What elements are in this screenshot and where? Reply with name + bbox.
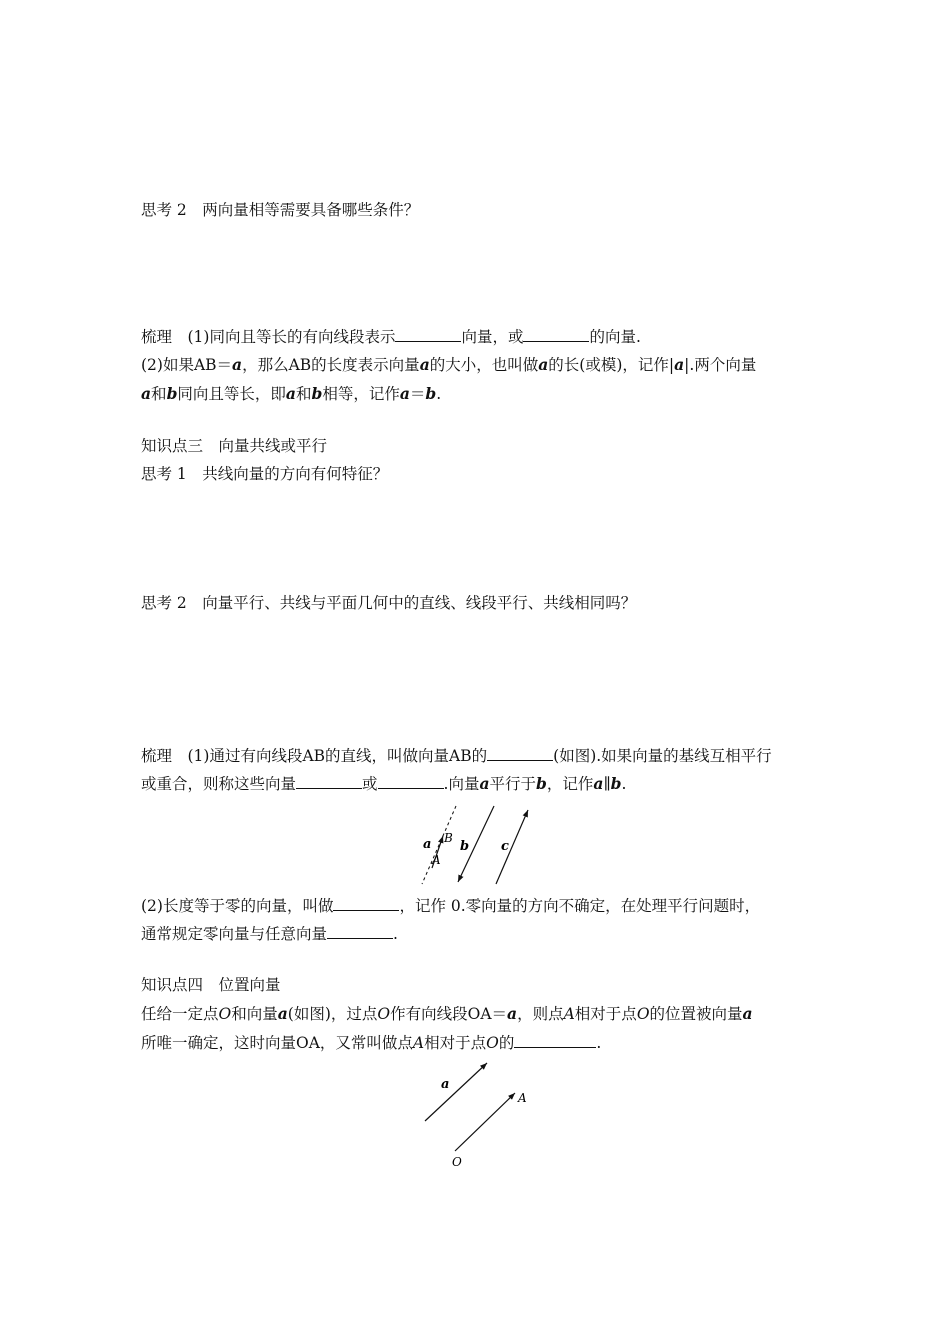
vector-symbol: a	[399, 384, 410, 403]
fill-blank[interactable]	[523, 325, 589, 342]
text: (如图)，过点	[287, 1005, 378, 1023]
summary2-line2	[141, 772, 626, 795]
think2-parallel-question: 思考 2 向量平行、共线与平面几何中的直线、线段平行、共线相同吗？	[141, 594, 637, 612]
vector-symbol: a	[285, 384, 296, 403]
text: 和向量	[231, 1005, 278, 1023]
text: ，记作 0.零向量的方向不确定，在处理平行问题时，	[399, 897, 761, 915]
fill-blank[interactable]	[327, 922, 393, 939]
vector-symbol: a	[141, 384, 152, 403]
vector-a-arrow	[425, 1063, 487, 1121]
label-A: A	[518, 1091, 527, 1105]
text: 梳理 (1)同向且等长的有向线段表示	[141, 328, 396, 346]
text: ，则点	[517, 1005, 564, 1023]
label-a: a	[423, 837, 432, 852]
text: ，记作	[546, 775, 594, 793]
fill-blank[interactable]	[487, 744, 553, 761]
section-title-kp4: 知识点四 位置向量	[141, 976, 281, 994]
fill-blank[interactable]	[514, 1031, 596, 1048]
vector-symbol: a	[277, 1004, 288, 1023]
label-A: A	[432, 853, 441, 867]
text: ∥	[603, 775, 611, 793]
summary1-line2	[141, 354, 756, 376]
vector-OA-arrow	[455, 1093, 515, 1151]
collinear-vectors-figure	[410, 800, 550, 888]
summary2-line1	[141, 744, 772, 767]
text: 所唯一确定，这时向量OA，又常叫做点	[141, 1034, 413, 1052]
position-vector-figure	[415, 1055, 540, 1173]
vector-symbol: b	[536, 774, 547, 793]
summary1-line3	[141, 383, 441, 405]
fill-blank[interactable]	[296, 772, 362, 789]
text: .	[621, 775, 627, 793]
label-c: c	[501, 839, 509, 854]
text: 作有向线段OA＝	[390, 1005, 508, 1023]
vector-symbol: b	[166, 384, 178, 403]
section-title-kp3: 知识点三 向量共线或平行	[141, 437, 328, 455]
text: 的向量.	[589, 328, 641, 346]
fill-blank[interactable]	[333, 894, 399, 911]
text: 梳理 (1)通过有向线段AB的直线，叫做向量AB的	[141, 747, 488, 765]
fill-blank[interactable]	[395, 325, 461, 342]
vector-symbol: a	[593, 774, 604, 793]
text: 或	[362, 775, 378, 793]
text: 和	[295, 385, 312, 403]
label-a: a	[441, 1077, 450, 1092]
text: 向量，或	[461, 328, 524, 346]
vector-symbol: b	[311, 384, 323, 403]
text: 或重合，则称这些向量	[141, 775, 297, 793]
vector-symbol: a	[742, 1004, 753, 1023]
text: 相对于点	[424, 1034, 487, 1052]
think1-collinear-question: 思考 1 共线向量的方向有何特征？	[141, 465, 389, 483]
kp4-line2	[141, 1031, 601, 1054]
point-symbol: O	[218, 1005, 232, 1023]
text: ，那么AB的长度表示向量	[242, 356, 420, 374]
text: 任给一定点	[141, 1005, 219, 1023]
vector-symbol: a	[538, 355, 549, 374]
text: 相对于点	[574, 1005, 637, 1023]
text: (2)长度等于零的向量，叫做	[141, 897, 334, 915]
vector-symbol: a	[507, 1004, 518, 1023]
text: (2)如果AB＝	[141, 356, 233, 374]
think2-equal-vectors-question: 思考 2 两向量相等需要具备哪些条件？	[141, 201, 420, 219]
text: (如图).如果向量的基线互相平行	[553, 747, 772, 765]
summary1-line1	[141, 325, 641, 348]
label-O: O	[452, 1155, 462, 1169]
text: .	[393, 925, 398, 943]
point-symbol: O	[636, 1005, 650, 1023]
fill-blank[interactable]	[378, 772, 444, 789]
vector-symbol: a	[419, 355, 430, 374]
text: 的	[498, 1034, 515, 1052]
point-symbol: A	[412, 1034, 425, 1052]
vector-symbol: a	[232, 355, 243, 374]
text: 相等，记作	[322, 385, 400, 403]
text: 和	[151, 385, 167, 403]
text: ＝	[409, 385, 426, 403]
text: 的大小，也叫做	[429, 356, 539, 374]
text: 平行于	[489, 775, 537, 793]
point-symbol: O	[377, 1005, 391, 1023]
text: 的长(或模)，记作|	[548, 356, 675, 374]
point-symbol: A	[563, 1005, 575, 1023]
text: .向量	[443, 775, 480, 793]
label-B: B	[444, 831, 453, 845]
point-symbol: O	[486, 1034, 499, 1052]
text: 通常规定零向量与任意向量	[141, 925, 328, 943]
vector-symbol: a	[674, 355, 685, 374]
vector-symbol: b	[610, 774, 622, 793]
vector-symbol: a	[479, 774, 490, 793]
text: .	[596, 1034, 602, 1052]
summary2-line4	[141, 922, 398, 945]
summary2-line3	[141, 894, 760, 917]
text: 同向且等长，即	[177, 385, 286, 403]
kp4-line1	[141, 1003, 753, 1025]
text: |.两个向量	[684, 356, 757, 374]
label-b: b	[460, 839, 470, 854]
vector-symbol: b	[425, 384, 437, 403]
text: .	[436, 385, 442, 403]
text: 的位置被向量	[649, 1005, 743, 1023]
